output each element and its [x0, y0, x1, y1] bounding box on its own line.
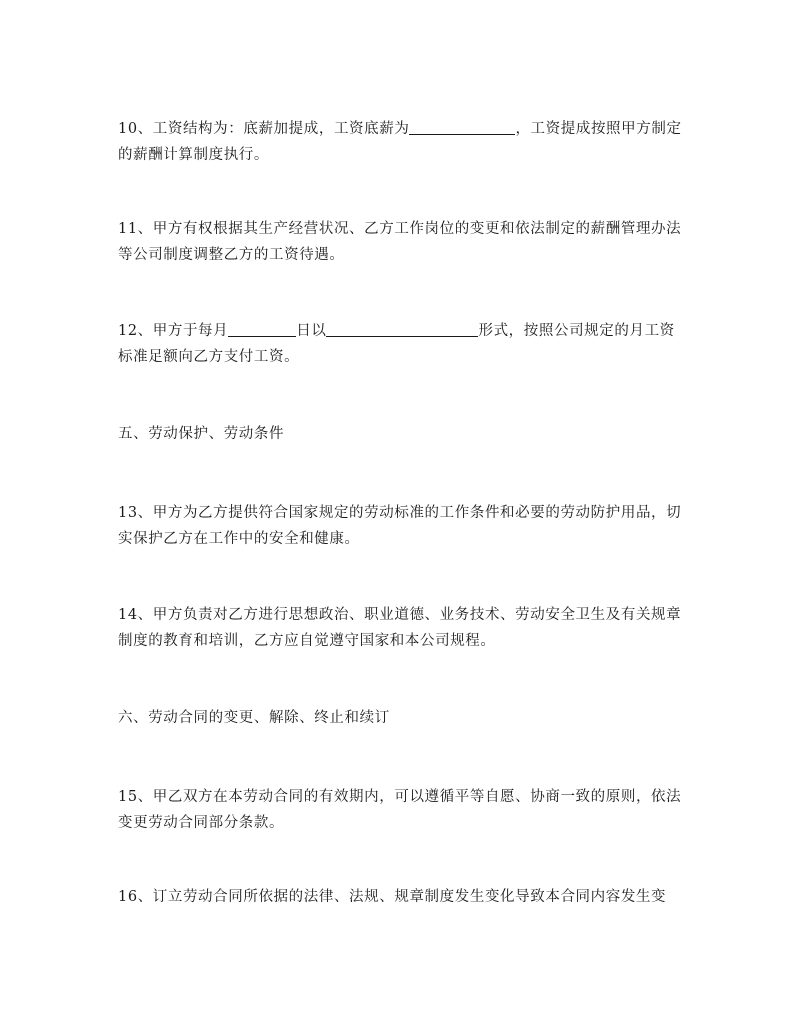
clause-12 — [118, 318, 684, 370]
clause-12-text-before: 12、甲方于每月 — [118, 323, 229, 339]
clause-12-text-after: 形式，按照公司规定的月工资标准足额向乙方支付工资。 — [118, 323, 675, 365]
base-salary-blank[interactable] — [409, 118, 515, 135]
clause-13: 13、甲方为乙方提供符合国家规定的劳动标准的工作条件和必要的劳动防护用品，切实保护乙方在工作中的安全和健康。 — [118, 505, 682, 547]
section-6-heading: 六、劳动合同的变更、解除、终止和续订 — [118, 710, 390, 726]
clause-14: 14、甲方负责对乙方进行思想政治、职业道德、业务技术、劳动安全卫生及有关规章制度的教育和培训，乙方应自觉遵守国家和本公司规程。 — [118, 607, 682, 649]
pay-day-blank[interactable] — [228, 320, 296, 337]
section-5-heading: 五、劳动保护、劳动条件 — [118, 426, 285, 442]
clause-15: 15、甲乙双方在本劳动合同的有效期内，可以遵循平等自愿、协商一致的原则，依法变更劳动合同部分条款。 — [118, 789, 682, 831]
pay-method-blank[interactable] — [326, 320, 478, 337]
clause-12-text-middle: 日以 — [296, 323, 327, 339]
clause-11: 11、甲方有权根据其生产经营状况、乙方工作岗位的变更和依法制定的薪酬管理办法等公司制度调整乙方的工资待遇。 — [118, 221, 682, 263]
clause-10-text-after: ，工资提成按照甲方制定的薪酬计算制度执行。 — [118, 121, 682, 163]
clause-16: 16、订立劳动合同所依据的法律、法规、规章制度发生变化导致本合同内容发生变 — [118, 889, 667, 905]
clause-10-text-before: 10、工资结构为：底薪加提成，工资底薪为 — [118, 121, 410, 137]
clause-10 — [118, 116, 684, 168]
